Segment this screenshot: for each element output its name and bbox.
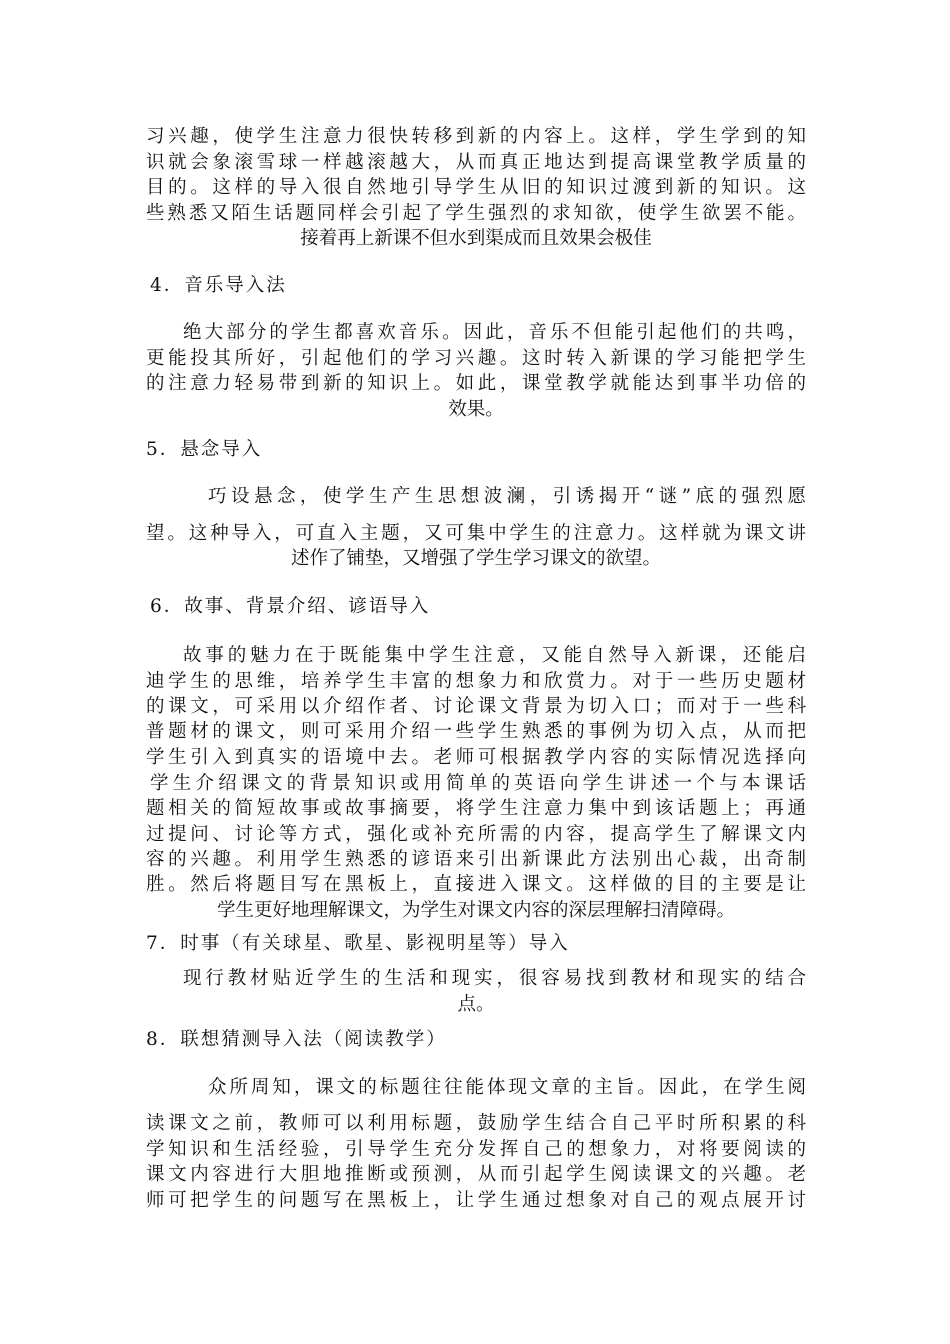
paragraph-line: 绝大部分的学生都喜欢音乐。因此，音乐不但能引起他们的共鸣，: [183, 322, 806, 343]
paragraph-line: 望。这种导入，可直入主题，又可集中学生的注意力。这样就为课文讲: [146, 523, 806, 544]
paragraph-line: 目的。这样的导入很自然地引导学生从旧的知识过渡到新的知识。这: [146, 177, 806, 198]
paragraph-line: 学生更好地理解课文，为学生对课文内容的深层理解扫清障碍。: [216, 900, 735, 921]
paragraph-line: 学知识和生活经验，引导学生充分发挥自己的想象力，对将要阅读的: [146, 1139, 806, 1160]
paragraph-line: 巧设悬念，使学生产生思想波澜，引诱揭开“谜”底的强烈愿: [208, 486, 806, 507]
paragraph-line: 些熟悉又陌生话题同样会引起了学生强烈的求知欲，使学生欲罢不能。: [146, 203, 806, 224]
paragraph-line: 师可把学生的问题写在黑板上，让学生通过想象对自己的观点展开讨: [146, 1190, 806, 1211]
paragraph-line: 的注意力轻易带到新的知识上。如此，课堂教学就能达到事半功倍的: [146, 373, 806, 394]
paragraph-line: 普题材的课文，则可采用介绍一些学生熟悉的事例为切入点，从而把: [146, 721, 806, 742]
paragraph-line: 迪学生的思维，培养学生丰富的想象力和欣赏力。对于一些历史题材: [146, 671, 806, 692]
paragraph-line: 点。: [457, 994, 495, 1015]
paragraph-line: 现行教材贴近学生的生活和现实，很容易找到教材和现实的结合: [183, 968, 806, 989]
section-heading: 8．联想猜测导入法（阅读教学）: [146, 1029, 447, 1050]
paragraph-line: 学生引入到真实的语境中去。老师可根据教学内容的实际情况选择向: [146, 747, 806, 768]
section-heading: 6．故事、背景介绍、谚语导入: [150, 596, 431, 617]
paragraph-line: 题相关的简短故事或故事摘要，将学生注意力集中到该话题上；再通: [146, 798, 806, 819]
paragraph-line: 课文内容进行大胆地推断或预测，从而引起学生阅读课文的兴趣。老: [146, 1164, 806, 1185]
paragraph-line: 学生介绍课文的背景知识或用简单的英语向学生讲述一个与本课话: [150, 773, 806, 794]
paragraph-line: 故事的魅力在于既能集中学生注意，又能自然导入新课，还能启: [183, 645, 806, 666]
paragraph-line: 胜。然后将题目写在黑板上，直接进入课文。这样做的目的主要是让: [146, 874, 806, 895]
section-heading: 5．悬念导入: [146, 439, 263, 460]
paragraph-line: 效果。: [448, 399, 504, 420]
paragraph-line: 容的兴趣。利用学生熟悉的谚语来引出新课此方法别出心裁，出奇制: [146, 849, 806, 870]
paragraph-line: 过提问、讨论等方式，强化或补充所需的内容，提高学生了解课文内: [146, 824, 806, 845]
section-heading: 7．时事（有关球星、歌星、影视明星等）导入: [146, 933, 570, 954]
section-heading: 4．音乐导入法: [150, 275, 287, 296]
paragraph-line: 更能投其所好，引起他们的学习兴趣。这时转入新课的学习能把学生: [146, 348, 806, 369]
paragraph-line: 识就会象滚雪球一样越滚越大，从而真正地达到提高课堂教学质量的: [146, 152, 806, 173]
paragraph-line: 习兴趣，使学生注意力很快转移到新的内容上。这样，学生学到的知: [146, 126, 806, 147]
paragraph-line: 的课文，可采用以介绍作者、讨论课文背景为切入口；而对于一些科: [146, 696, 806, 717]
paragraph-line: 众所周知，课文的标题往往能体现文章的主旨。因此，在学生阅: [208, 1077, 806, 1098]
paragraph-line: 接着再上新课不但水到渠成而且效果会极佳: [300, 228, 652, 249]
paragraph-line: 读课文之前，教师可以利用标题，鼓励学生结合自己平时所积累的科: [146, 1113, 806, 1134]
paragraph-line: 述作了铺垫，又增强了学生学习课文的欲望。: [290, 548, 661, 569]
